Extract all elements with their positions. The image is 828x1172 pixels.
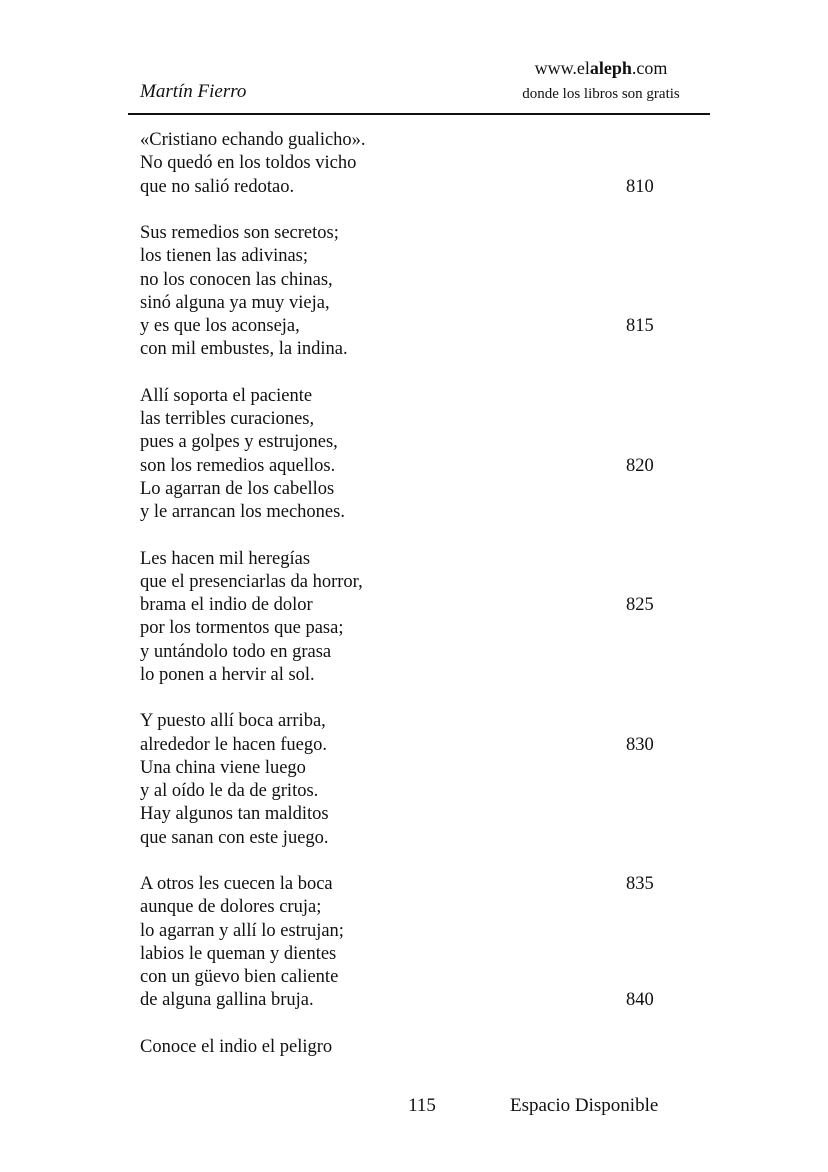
verse-text: y al oído le da de gritos. (140, 781, 319, 801)
footer-note: Espacio Disponible (510, 1095, 659, 1116)
verse-text: con mil embustes, la indina. (140, 339, 348, 360)
verse-line (140, 548, 680, 571)
verse-line (140, 152, 680, 175)
verse-line (140, 1036, 680, 1059)
verse-text: Sus remedios son secretos; (140, 223, 339, 243)
verse-line (140, 734, 680, 757)
verse-text: lo agarran y allí lo estrujan; (140, 920, 344, 941)
verse-line (140, 780, 680, 803)
verse-text: «Cristiano echando gualicho». (140, 130, 366, 150)
stanza-break (140, 362, 680, 385)
verse-text: y untándolo todo en grasa (140, 641, 332, 662)
verse-number: 825 (626, 595, 654, 615)
site-url-suffix: .com (631, 58, 668, 78)
verse-line (140, 431, 680, 454)
verse-text: No quedó en los toldos vicho (140, 153, 357, 174)
verse-line (140, 617, 680, 640)
site-tagline: donde los libros son gratis (522, 86, 680, 102)
verse-text: que no salió redotao. (140, 176, 295, 197)
verse-text: no los conocen las chinas, (140, 269, 333, 290)
verse-number: 820 (626, 455, 654, 476)
verse-text: y le arrancan los mechones. (140, 502, 345, 522)
verse-line (140, 873, 680, 896)
verse-number: 835 (626, 874, 654, 894)
verse-line (140, 455, 680, 478)
verse-line (140, 408, 680, 431)
site-url-bold: aleph (589, 58, 632, 78)
verse-line (140, 594, 680, 617)
verse-line (140, 176, 680, 199)
verse-line (140, 245, 680, 268)
verse-line (140, 664, 680, 687)
header-divider (128, 113, 710, 115)
verse-line (140, 338, 680, 361)
verse-text: los tienen las adivinas; (140, 246, 309, 267)
verse-number: 830 (626, 734, 654, 755)
book-title: Martín Fierro (140, 81, 247, 102)
verse-text: brama el indio de dolor (140, 595, 313, 615)
verse-text: Y puesto allí boca arriba, (140, 711, 326, 732)
verse-text: y es que los aconseja, (140, 316, 300, 336)
verse-line (140, 920, 680, 943)
verse-text: Una china viene luego (140, 757, 306, 778)
stanza-break (140, 1013, 680, 1036)
verse-number: 815 (626, 316, 654, 336)
verse-line (140, 571, 680, 594)
verse-line (140, 896, 680, 919)
verse-text: de alguna gallina bruja. (140, 990, 314, 1011)
verse-text: labios le queman y dientes (140, 943, 337, 964)
stanza-break (140, 199, 680, 222)
verse-line (140, 827, 680, 850)
verse-line (140, 222, 680, 245)
verse-line (140, 385, 680, 408)
page-number: 115 (408, 1095, 436, 1116)
verse-number: 810 (626, 176, 654, 197)
verse-line (140, 757, 680, 780)
verse-line (140, 478, 680, 501)
verse-line (140, 292, 680, 315)
verse-line (140, 943, 680, 966)
verse-text: por los tormentos que pasa; (140, 618, 344, 639)
site-url-prefix: www.el (534, 58, 590, 78)
verse-text: Allí soporta el paciente (140, 385, 313, 406)
verse-line (140, 641, 680, 664)
verse-text: A otros les cuecen la boca (140, 874, 333, 894)
stanza-break (140, 850, 680, 873)
verse-line (140, 315, 680, 338)
verse-number: 840 (626, 990, 654, 1011)
site-url[interactable] (520, 57, 682, 79)
poem-body (140, 129, 680, 1059)
verse-text: alrededor le hacen fuego. (140, 734, 327, 755)
verse-text: las terribles curaciones, (140, 409, 315, 429)
verse-line (140, 129, 680, 152)
verse-line (140, 966, 680, 989)
verse-text: Hay algunos tan malditos (140, 804, 329, 825)
verse-text: aunque de dolores cruja; (140, 897, 322, 918)
verse-text: Lo agarran de los cabellos (140, 478, 335, 499)
verse-line (140, 989, 680, 1012)
verse-text: que sanan con este juego. (140, 827, 329, 848)
verse-line (140, 710, 680, 733)
verse-text: Les hacen mil heregías (140, 548, 311, 569)
verse-text: con un güevo bien caliente (140, 967, 339, 987)
verse-text: sinó alguna ya muy vieja, (140, 292, 330, 313)
verse-text: Conoce el indio el peligro (140, 1036, 333, 1057)
verse-text: que el presenciarlas da horror, (140, 571, 363, 592)
stanza-break (140, 524, 680, 547)
verse-text: son los remedios aquellos. (140, 455, 336, 476)
verse-text: pues a golpes y estrujones, (140, 432, 338, 453)
verse-line (140, 803, 680, 826)
verse-text: lo ponen a hervir al sol. (140, 664, 315, 685)
verse-line (140, 501, 680, 524)
stanza-break (140, 687, 680, 710)
verse-line (140, 269, 680, 292)
